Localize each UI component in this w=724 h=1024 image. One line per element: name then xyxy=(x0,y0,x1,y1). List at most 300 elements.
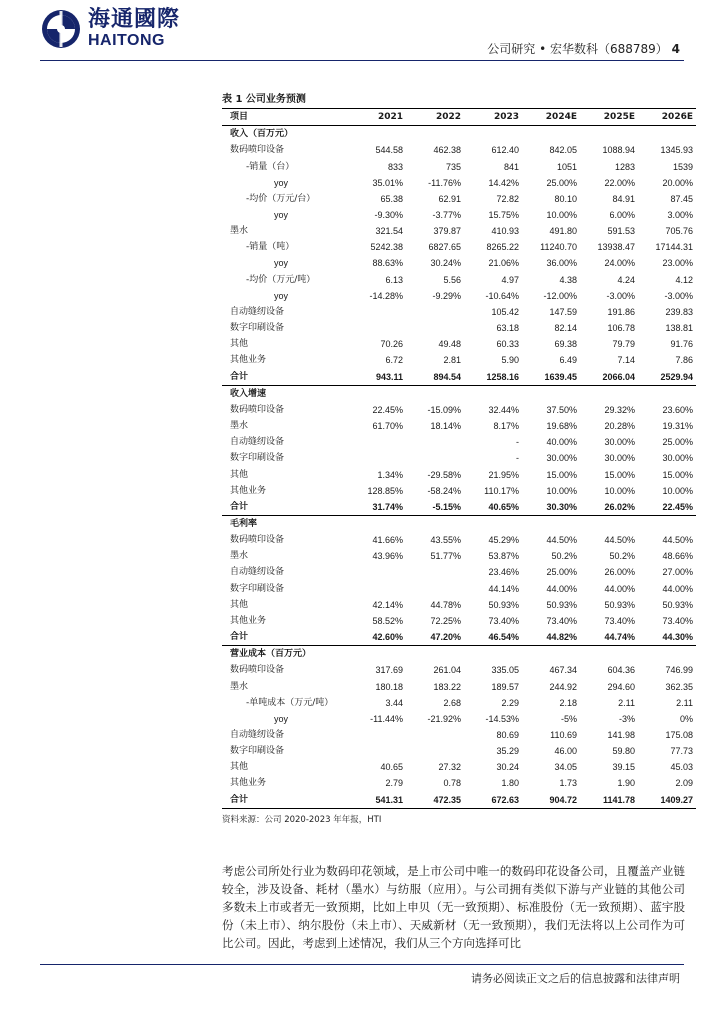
table-cell: 2.29 xyxy=(501,697,519,708)
row-label: 自动缝纫设备 xyxy=(230,437,285,448)
table-cell: 239.83 xyxy=(665,306,693,317)
table-cell: 362.35 xyxy=(665,681,693,692)
table-cell xyxy=(348,450,406,466)
table-row xyxy=(222,255,696,271)
row-label: 合计 xyxy=(230,371,249,382)
table-cell: 20.28% xyxy=(604,421,635,432)
total-row xyxy=(222,369,696,386)
row-label: 墨水 xyxy=(230,421,249,432)
table-cell: 106.78 xyxy=(607,323,635,334)
row-label: 数码喷印设备 xyxy=(230,145,285,156)
table-cell: 35.01% xyxy=(372,177,403,188)
table-cell: 1409.27 xyxy=(660,794,693,805)
table-cell: 23.60% xyxy=(662,404,693,415)
table-cell xyxy=(638,126,696,143)
table-cell: 49.48 xyxy=(438,339,461,350)
table-cell: 44.50% xyxy=(604,535,635,546)
table-cell: 60.33 xyxy=(496,339,519,350)
table-cell: 17144.31 xyxy=(655,242,693,253)
table-cell: 189.57 xyxy=(491,681,519,692)
table-cell: 69.38 xyxy=(554,339,577,350)
total-row xyxy=(222,792,696,809)
table-cell: 175.08 xyxy=(665,730,693,741)
table-cell xyxy=(406,126,464,143)
table-cell xyxy=(406,320,464,336)
table-cell: 1639.45 xyxy=(544,371,577,382)
table-cell: 5242.38 xyxy=(370,242,403,253)
row-label: 数字印刷设备 xyxy=(230,453,285,464)
table-cell: 22.45% xyxy=(662,501,693,512)
table-cell: 51.77% xyxy=(430,551,461,562)
table-cell: 44.74% xyxy=(604,632,635,643)
row-label: 自动缝纫设备 xyxy=(230,730,285,741)
table-cell: 138.81 xyxy=(665,323,693,334)
table-cell: 15.00% xyxy=(546,469,577,480)
table-row xyxy=(222,597,696,613)
table-header-row xyxy=(222,109,696,126)
table-cell xyxy=(348,434,406,450)
table-cell: 42.14% xyxy=(372,599,403,610)
table-cell: 35.29 xyxy=(496,746,519,757)
table-cell: 894.54 xyxy=(433,371,461,382)
table-row xyxy=(222,532,696,548)
table-cell: 591.53 xyxy=(607,226,635,237)
table-cell: 79.79 xyxy=(612,339,635,350)
table-cell: 1088.94 xyxy=(602,145,635,156)
table-cell: -10.64% xyxy=(485,290,519,301)
table-cell: 5.56 xyxy=(443,274,461,285)
table-cell xyxy=(406,385,464,402)
table-row xyxy=(222,711,696,727)
table-cell: 1.73 xyxy=(559,778,577,789)
table-cell: 11240.70 xyxy=(540,242,577,253)
table-cell xyxy=(464,646,522,663)
table-cell: 30.24% xyxy=(430,258,461,269)
table-cell: 77.73 xyxy=(670,746,693,757)
business-forecast-table xyxy=(222,108,696,809)
table-cell: 1051 xyxy=(556,161,577,172)
table-cell: 44.14% xyxy=(488,583,519,594)
table-cell: 128.85% xyxy=(367,485,403,496)
table-cell: 25.00% xyxy=(662,437,693,448)
table-row xyxy=(222,483,696,499)
table-cell xyxy=(522,385,580,402)
table-cell: 44.82% xyxy=(546,632,577,643)
table-cell xyxy=(348,320,406,336)
section-header-row xyxy=(222,646,696,663)
table-cell: 1.34% xyxy=(377,469,403,480)
table-row xyxy=(222,775,696,791)
table-row xyxy=(222,466,696,482)
table-cell: 6.00% xyxy=(609,210,635,221)
row-label: 其他 xyxy=(230,762,249,773)
haitong-logo-icon xyxy=(40,8,82,50)
table-cell: 294.60 xyxy=(607,681,635,692)
table-cell: 30.00% xyxy=(604,437,635,448)
row-label: 数字印刷设备 xyxy=(230,746,285,757)
table-cell: 50.2% xyxy=(609,551,635,562)
table-cell: 73.40% xyxy=(488,615,519,626)
table-cell: 4.24 xyxy=(617,274,635,285)
table-cell: 612.40 xyxy=(491,145,519,156)
column-header-year: 2022 xyxy=(435,112,461,123)
table-cell xyxy=(406,564,464,580)
table-cell: 1539 xyxy=(672,161,693,172)
table-cell: 23.46% xyxy=(488,567,519,578)
table-cell: 472.35 xyxy=(433,794,461,805)
table-cell: 40.65% xyxy=(488,501,519,512)
table-cell: 7.14 xyxy=(617,355,635,366)
table-cell xyxy=(580,515,638,532)
table-cell: 841 xyxy=(503,161,519,172)
table-cell: 45.29% xyxy=(488,535,519,546)
table-cell: 2.11 xyxy=(618,697,635,708)
table-cell: 27.32 xyxy=(438,762,461,773)
table-cell: 943.11 xyxy=(375,371,403,382)
table-cell: 746.99 xyxy=(665,665,693,676)
row-label: 其他 xyxy=(230,339,249,350)
table-cell: 30.00% xyxy=(662,453,693,464)
table-cell: 14.42% xyxy=(488,177,519,188)
row-label: 营业成本（百万元） xyxy=(230,649,312,660)
column-header-year: 2021 xyxy=(377,112,403,123)
table-cell: 1258.16 xyxy=(486,371,519,382)
table-cell: 379.87 xyxy=(433,226,461,237)
table-cell: 82.14 xyxy=(554,323,577,334)
table-cell: 50.2% xyxy=(551,551,577,562)
table-cell: 0.78 xyxy=(443,778,461,789)
table-cell: 2.18 xyxy=(559,697,577,708)
table-row xyxy=(222,759,696,775)
row-label: 其他 xyxy=(230,469,249,480)
table-cell: 36.00% xyxy=(546,258,577,269)
table-cell: 672.63 xyxy=(491,794,519,805)
table-row xyxy=(222,727,696,743)
table-cell: 7.86 xyxy=(675,355,693,366)
table-row xyxy=(222,272,696,288)
table-cell: -11.44% xyxy=(370,713,403,724)
table-cell: 46.00 xyxy=(554,746,577,757)
table-cell: 15.00% xyxy=(662,469,693,480)
table-row xyxy=(222,418,696,434)
table-cell: 4.38 xyxy=(559,274,577,285)
table-cell: 2.81 xyxy=(443,355,461,366)
table-cell: 44.00% xyxy=(546,583,577,594)
table-cell: 244.92 xyxy=(549,681,577,692)
row-label: -均价（万元/吨） xyxy=(246,274,316,285)
table-cell: -5% xyxy=(560,713,577,724)
table-cell: 191.86 xyxy=(607,306,635,317)
table-cell: 41.66% xyxy=(372,535,403,546)
table-cell: 32.44% xyxy=(488,404,519,415)
row-label: 数字印刷设备 xyxy=(230,583,285,594)
column-header-year: 2026E xyxy=(661,112,693,123)
table-row xyxy=(222,158,696,174)
row-label: 合计 xyxy=(230,632,249,643)
table-cell: 180.18 xyxy=(375,681,403,692)
table-row xyxy=(222,336,696,352)
table-row xyxy=(222,564,696,580)
table-row xyxy=(222,434,696,450)
running-header xyxy=(487,40,680,57)
row-label: yoy xyxy=(274,210,289,221)
table-row xyxy=(222,191,696,207)
table-row xyxy=(222,402,696,418)
table-cell: 4.97 xyxy=(501,274,519,285)
row-label: 收入（百万元） xyxy=(230,129,294,140)
table-cell: 735 xyxy=(445,161,461,172)
table-cell: -9.29% xyxy=(432,290,461,301)
table-cell: 44.30% xyxy=(662,632,693,643)
table-row xyxy=(222,613,696,629)
table-cell: 317.69 xyxy=(375,665,403,676)
table-cell: 5.90 xyxy=(501,355,519,366)
table-cell: 24.00% xyxy=(604,258,635,269)
table-cell xyxy=(348,564,406,580)
table-cell: -5.15% xyxy=(432,501,461,512)
table-cell: 410.93 xyxy=(491,226,519,237)
row-label: 数码喷印设备 xyxy=(230,404,285,415)
table-cell: 335.05 xyxy=(491,665,519,676)
table-cell: 6.72 xyxy=(385,355,403,366)
table-cell xyxy=(348,646,406,663)
table-cell xyxy=(406,646,464,663)
column-header-year: 2025E xyxy=(603,112,635,123)
table-cell xyxy=(406,304,464,320)
table-cell: 15.75% xyxy=(488,210,519,221)
column-header-item: 项目 xyxy=(230,112,249,123)
row-label: 收入增速 xyxy=(230,388,267,399)
doc-label: 公司研究 • 宏华数科（688789） xyxy=(487,42,668,56)
table-cell: 3.00% xyxy=(667,210,693,221)
table-cell: 43.55% xyxy=(430,535,461,546)
table-cell: -15.09% xyxy=(427,404,461,415)
table-cell: 39.15 xyxy=(612,762,635,773)
table-cell xyxy=(348,581,406,597)
table-cell: 8265.22 xyxy=(486,242,519,253)
table-cell xyxy=(464,385,522,402)
table-cell: -9.30% xyxy=(374,210,403,221)
table-cell xyxy=(348,385,406,402)
table-cell: - xyxy=(516,453,519,464)
table-cell xyxy=(638,385,696,402)
table-row xyxy=(222,288,696,304)
table-cell: 1283 xyxy=(614,161,635,172)
table-cell xyxy=(348,743,406,759)
table-cell xyxy=(580,646,638,663)
table-cell: 43.96% xyxy=(372,551,403,562)
table-cell: 63.18 xyxy=(496,323,519,334)
table-cell: 30.00% xyxy=(546,453,577,464)
table-cell: 10.00% xyxy=(546,210,577,221)
table-cell: 705.76 xyxy=(665,226,693,237)
table-cell: -11.76% xyxy=(428,177,461,188)
table-cell: 59.80 xyxy=(612,746,635,757)
table-cell: 44.00% xyxy=(662,583,693,594)
table-cell xyxy=(348,515,406,532)
row-label: 其他业务 xyxy=(230,778,267,789)
table-cell: 31.74% xyxy=(372,501,403,512)
table-cell: 8.17% xyxy=(493,421,519,432)
table-cell: -14.28% xyxy=(369,290,403,301)
table-cell: 29.32% xyxy=(604,404,635,415)
table-cell: 141.98 xyxy=(607,730,635,741)
table-cell: -12.00% xyxy=(543,290,577,301)
table-cell xyxy=(638,515,696,532)
row-label: 墨水 xyxy=(230,551,249,562)
table-cell xyxy=(406,727,464,743)
table-cell: 34.05 xyxy=(554,762,577,773)
column-header-year: 2024E xyxy=(545,112,577,123)
table-cell xyxy=(348,727,406,743)
table-cell: 491.80 xyxy=(549,226,577,237)
table-cell xyxy=(348,304,406,320)
table-cell: 46.54% xyxy=(488,632,519,643)
table-cell: 40.00% xyxy=(546,437,577,448)
table-cell: 261.04 xyxy=(433,665,461,676)
header-divider xyxy=(40,60,684,61)
row-label: 数码喷印设备 xyxy=(230,535,285,546)
page-number: 4 xyxy=(671,42,680,56)
table-cell: 0% xyxy=(679,713,693,724)
row-label: 自动缝纫设备 xyxy=(230,567,285,578)
table-cell: 72.82 xyxy=(496,193,519,204)
table-cell: 44.50% xyxy=(662,535,693,546)
row-label: -单吨成本（万元/吨） xyxy=(246,697,334,708)
table-cell: 462.38 xyxy=(433,145,461,156)
table-cell: 105.42 xyxy=(491,306,519,317)
table-cell: 1141.78 xyxy=(602,794,635,805)
table-cell: 2066.04 xyxy=(602,371,635,382)
table-cell: - xyxy=(516,437,519,448)
table-cell xyxy=(580,385,638,402)
table-cell: 1.80 xyxy=(501,778,519,789)
table-cell: -58.24% xyxy=(427,485,461,496)
forecast-table-block xyxy=(222,92,696,825)
table-cell: 40.65 xyxy=(380,762,403,773)
table-cell: 833 xyxy=(387,161,403,172)
table-cell: 65.38 xyxy=(380,193,403,204)
table-cell: 19.68% xyxy=(546,421,577,432)
table-cell: 2.09 xyxy=(675,778,693,789)
table-cell: 50.93% xyxy=(604,599,635,610)
table-cell: 6827.65 xyxy=(428,242,461,253)
table-cell: 50.93% xyxy=(546,599,577,610)
table-cell: 70.26 xyxy=(380,339,403,350)
table-cell: -3.77% xyxy=(432,210,461,221)
table-cell: 88.63% xyxy=(372,258,403,269)
table-cell xyxy=(464,515,522,532)
table-cell: 25.00% xyxy=(546,177,577,188)
table-cell: 80.69 xyxy=(496,730,519,741)
table-cell xyxy=(406,743,464,759)
table-cell: 604.36 xyxy=(607,665,635,676)
table-source-note: 资料来源：公司 2020-2023 年年报，HTI xyxy=(222,814,382,825)
table-cell: 72.25% xyxy=(430,615,461,626)
row-label: 自动缝纫设备 xyxy=(230,306,285,317)
table-cell: 904.72 xyxy=(549,794,577,805)
table-row xyxy=(222,581,696,597)
row-label: 其他 xyxy=(230,599,249,610)
table-row xyxy=(222,320,696,336)
table-cell: 544.58 xyxy=(375,145,403,156)
table-title: 表 1 公司业务预测 xyxy=(222,94,306,105)
table-cell: 45.03 xyxy=(670,762,693,773)
table-cell: 30.30% xyxy=(546,501,577,512)
row-label: 毛利率 xyxy=(230,518,258,529)
table-cell: -21.92% xyxy=(427,713,461,724)
table-cell xyxy=(638,646,696,663)
table-cell: 53.87% xyxy=(488,551,519,562)
table-row xyxy=(222,743,696,759)
table-cell: 84.91 xyxy=(612,193,635,204)
table-cell: 6.49 xyxy=(559,355,577,366)
table-cell: 30.24 xyxy=(496,762,519,773)
row-label: yoy xyxy=(274,290,289,301)
table-cell: 73.40% xyxy=(604,615,635,626)
table-cell: 10.00% xyxy=(604,485,635,496)
table-row xyxy=(222,142,696,158)
row-label: 合计 xyxy=(230,501,249,512)
column-header-year: 2023 xyxy=(493,112,519,123)
row-label: 墨水 xyxy=(230,226,249,237)
table-cell: -3.00% xyxy=(606,290,635,301)
table-cell: 110.17% xyxy=(484,485,519,496)
table-cell: 18.14% xyxy=(430,421,461,432)
table-cell: 1345.93 xyxy=(660,145,693,156)
section-header-row xyxy=(222,515,696,532)
row-label: 墨水 xyxy=(230,681,249,692)
row-label: 合计 xyxy=(230,794,249,805)
table-cell: 541.31 xyxy=(375,794,403,805)
logo-english-name: HAITONG xyxy=(88,32,165,49)
table-row xyxy=(222,239,696,255)
table-cell: -14.53% xyxy=(485,713,519,724)
row-label: -销量（台） xyxy=(246,161,295,172)
table-cell: -29.58% xyxy=(427,469,461,480)
table-cell: 44.00% xyxy=(604,583,635,594)
table-cell xyxy=(406,515,464,532)
table-cell: 6.13 xyxy=(385,274,403,285)
table-row xyxy=(222,207,696,223)
table-cell: 80.10 xyxy=(554,193,577,204)
table-cell xyxy=(406,581,464,597)
table-cell: 44.78% xyxy=(430,599,461,610)
table-cell: 183.22 xyxy=(433,681,461,692)
table-cell: 147.59 xyxy=(549,306,577,317)
table-cell: 10.00% xyxy=(662,485,693,496)
table-cell: 58.52% xyxy=(372,615,403,626)
row-label: 数字印刷设备 xyxy=(230,323,285,334)
table-cell: 27.00% xyxy=(662,567,693,578)
table-cell: 842.05 xyxy=(549,145,577,156)
row-label: 其他业务 xyxy=(230,355,267,366)
section-header-row xyxy=(222,126,696,143)
table-cell: 321.54 xyxy=(375,226,403,237)
row-label: 数码喷印设备 xyxy=(230,665,285,676)
table-cell: 26.00% xyxy=(604,567,635,578)
table-cell: 110.69 xyxy=(550,730,577,741)
table-cell: 73.40% xyxy=(662,615,693,626)
total-row xyxy=(222,499,696,516)
table-cell: 3.44 xyxy=(385,697,403,708)
table-cell xyxy=(406,450,464,466)
table-cell: -3.00% xyxy=(664,290,693,301)
table-cell: 22.00% xyxy=(604,177,635,188)
footer-disclaimer: 请务必阅读正文之后的信息披露和法律声明 xyxy=(471,972,680,985)
table-cell: 44.50% xyxy=(546,535,577,546)
table-row xyxy=(222,352,696,368)
